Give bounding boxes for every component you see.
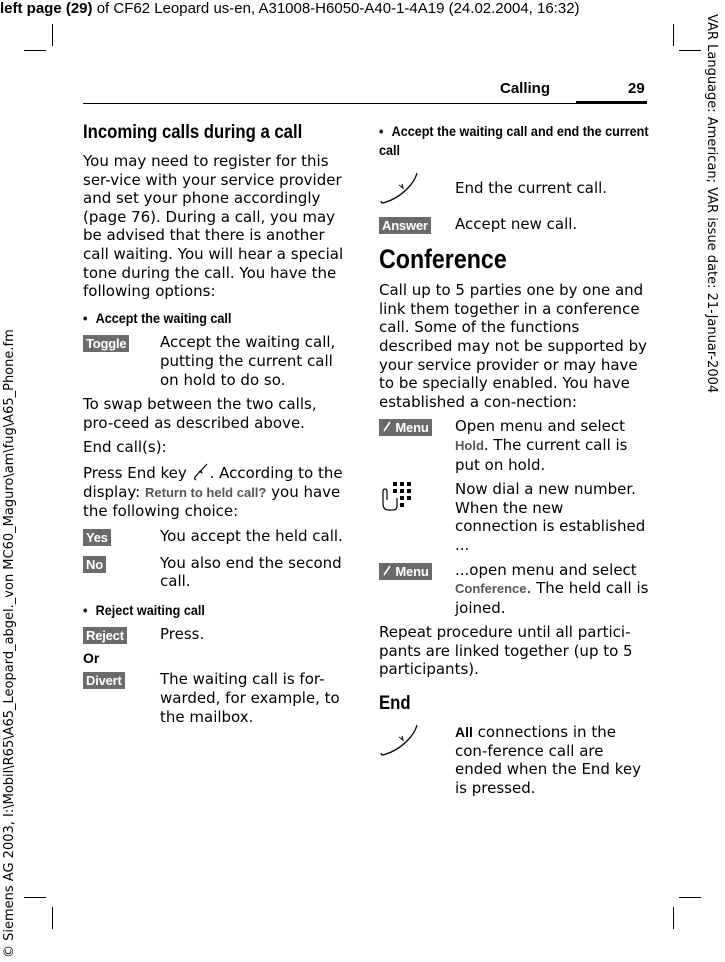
side-text-left-label: © Siemens AG 2003, I:\Mobil\R65\A65_Leopard_abgel._von MC60_Maguro\am\fug\A65_Phone.fm — [2, 329, 17, 958]
call-key-icon — [382, 565, 392, 577]
print-header-line — [0, 0, 580, 17]
crop-mark — [52, 907, 53, 929]
return-held-call-label: Return to held call? — [145, 484, 267, 500]
header-rule — [83, 103, 647, 104]
dial-text: Now dial a new number. When the new connection is established ... — [455, 480, 646, 554]
crop-mark — [673, 24, 674, 46]
crop-mark — [24, 897, 46, 898]
answer-softkey: Answer — [379, 217, 431, 234]
crop-mark — [52, 24, 53, 46]
end-key-icon — [379, 171, 419, 205]
yes-text: You accept the held call. — [160, 526, 343, 545]
print-header-rest: of CF62 Leopard us-en, A31008-H6050-A40-1-4A19 (24.02.2004, 16:32) — [92, 0, 580, 17]
keypad-icon — [379, 480, 411, 512]
option-toggle — [83, 333, 351, 389]
end-key-icon — [379, 723, 419, 757]
press-end-paragraph: Press End key . According to the display: Return to held call? you have the following choice: — [83, 463, 343, 521]
conference-label: Conference — [455, 581, 527, 597]
conference-intro: Call up to 5 parties one by one and link them together in a conference call. Some of the functions described may not be supported by your service provider or may have to be specially enabled. You have established a con-nection: — [379, 281, 647, 411]
page-number: 29 — [628, 80, 645, 97]
heading-end: End — [379, 693, 411, 715]
menu-hold-text: Open menu and select Hold. The current call is put on hold. — [455, 417, 628, 474]
option-dial — [379, 480, 649, 554]
hold-label: Hold — [455, 437, 484, 453]
menu-softkey: Menu — [379, 563, 432, 580]
option-end-all — [379, 723, 649, 797]
menu-softkey: Menu — [379, 419, 432, 436]
reject-text: Press. — [160, 625, 205, 644]
end-calls-label: End call(s): — [83, 438, 167, 457]
option-reject — [83, 625, 351, 644]
crop-mark — [673, 907, 674, 929]
swap-paragraph: To swap between the two calls, pro-ceed as described above. — [83, 395, 317, 432]
yes-softkey: Yes — [83, 529, 111, 546]
option-divert — [83, 670, 351, 726]
option-answer — [379, 215, 649, 234]
toggle-softkey: Toggle — [83, 335, 129, 352]
option-menu-conference — [379, 561, 649, 618]
no-softkey: No — [83, 556, 106, 573]
menu-conference-text: ...open menu and select Conference. The held call is joined. — [455, 560, 649, 617]
bullet-reject-waiting: • Reject waiting call — [83, 601, 205, 618]
heading-incoming-calls: Incoming calls during a call — [83, 122, 303, 143]
bullet-accept-and-end: • Accept the waiting call and end the current call — [379, 123, 649, 158]
all-label: All — [455, 724, 473, 741]
option-end-current — [379, 171, 649, 209]
answer-text: Accept new call. — [455, 215, 578, 234]
print-header-bold: left page (29) — [0, 0, 93, 17]
side-text-right — [703, 14, 721, 414]
option-menu-hold — [379, 417, 649, 474]
or-label: Or — [83, 650, 100, 667]
option-yes — [83, 527, 351, 546]
call-key-icon — [382, 421, 392, 433]
crop-mark — [679, 50, 701, 51]
divert-text: The waiting call is for-warded, for example, to the mailbox. — [160, 670, 340, 726]
option-no — [83, 554, 351, 591]
intro-paragraph: You may need to register for this ser-vice with your service provider and set your phone accordingly (page 76). During a call, you may be advised that there is another call waiting. You will hear a special tone during the call. You have the following options: — [83, 152, 344, 301]
end-key-icon — [192, 463, 210, 481]
side-text-right-label: VAR Language: American; VAR issue date: 21-Januar-2004 — [704, 14, 719, 394]
crop-mark — [679, 897, 701, 898]
page-section-title: Calling — [500, 80, 551, 97]
side-text-left — [2, 329, 20, 962]
reject-softkey: Reject — [83, 627, 127, 644]
left-column — [83, 118, 351, 732]
header-rule-thick — [576, 101, 647, 104]
toggle-text: Accept the waiting call, putting the current call on hold to do so. — [160, 333, 336, 389]
no-text: You also end the second call. — [160, 553, 342, 591]
end-current-text: End the current call. — [455, 179, 608, 198]
heading-conference: Conference — [379, 244, 507, 275]
repeat-paragraph: Repeat procedure until all partici-pants are linked together (up to 5 participants). — [379, 623, 633, 679]
crop-mark — [24, 50, 46, 51]
right-column — [379, 118, 649, 803]
bullet-accept-waiting: • Accept the waiting call — [83, 309, 232, 326]
end-all-text: All connections in the con-ference call are ended when the End key is pressed. — [455, 723, 641, 797]
divert-softkey: Divert — [83, 672, 125, 689]
